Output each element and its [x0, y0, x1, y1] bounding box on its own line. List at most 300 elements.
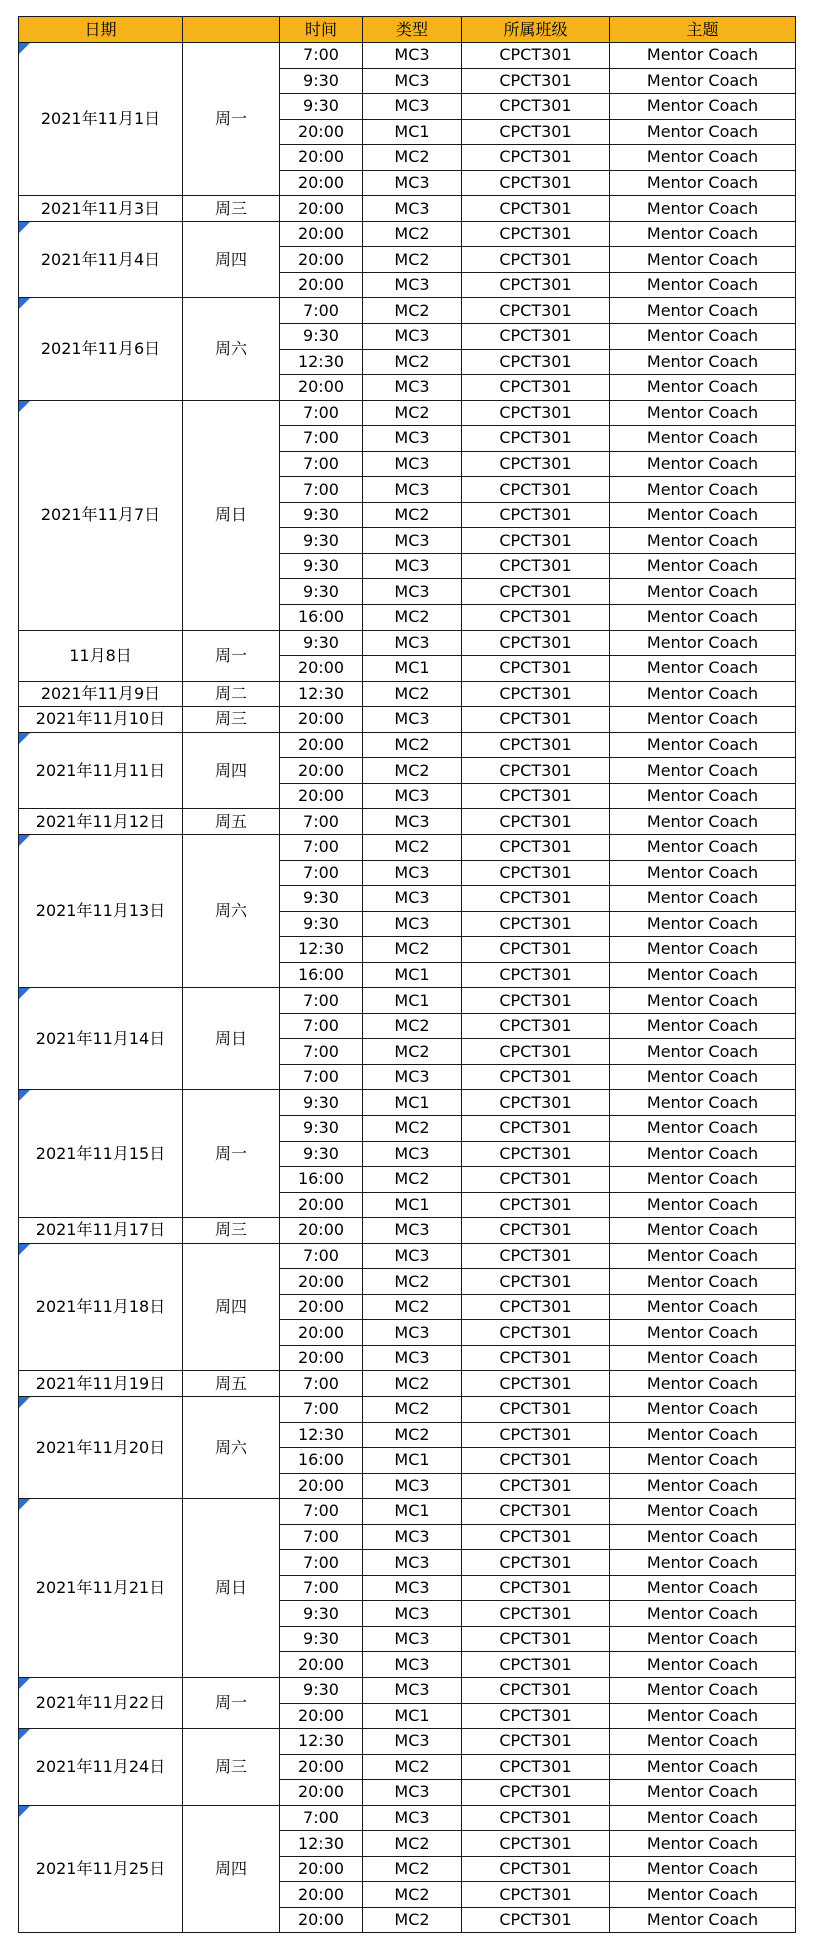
time-cell[interactable]: 20:00 — [280, 783, 363, 809]
type-cell[interactable]: MC2 — [363, 349, 462, 375]
topic-cell[interactable]: Mentor Coach — [610, 94, 796, 120]
time-cell[interactable]: 20:00 — [280, 1320, 363, 1346]
topic-cell[interactable]: Mentor Coach — [610, 1269, 796, 1295]
time-cell[interactable]: 20:00 — [280, 247, 363, 273]
time-cell[interactable]: 9:30 — [280, 553, 363, 579]
weekday-cell[interactable]: 周六 — [183, 1396, 280, 1498]
class-cell[interactable]: CPCT301 — [462, 94, 610, 120]
class-cell[interactable]: CPCT301 — [462, 809, 610, 835]
topic-cell[interactable]: Mentor Coach — [610, 1550, 796, 1576]
date-cell[interactable] — [19, 732, 183, 809]
type-cell[interactable]: MC2 — [363, 400, 462, 426]
type-cell[interactable]: MC2 — [363, 1294, 462, 1320]
class-cell[interactable]: CPCT301 — [462, 349, 610, 375]
class-cell[interactable]: CPCT301 — [462, 324, 610, 350]
topic-cell[interactable]: Mentor Coach — [610, 1090, 796, 1116]
class-cell[interactable]: CPCT301 — [462, 834, 610, 860]
topic-cell[interactable]: Mentor Coach — [610, 349, 796, 375]
topic-cell[interactable]: Mentor Coach — [610, 707, 796, 733]
time-cell[interactable]: 9:30 — [280, 94, 363, 120]
time-cell[interactable]: 7:00 — [280, 1039, 363, 1065]
time-cell[interactable]: 16:00 — [280, 962, 363, 988]
type-column-header[interactable]: 类型 — [363, 17, 462, 43]
date-cell[interactable] — [19, 43, 183, 196]
topic-cell[interactable]: Mentor Coach — [610, 834, 796, 860]
weekday-cell[interactable]: 周五 — [183, 1371, 280, 1397]
type-cell[interactable]: MC3 — [363, 1218, 462, 1244]
class-cell[interactable]: CPCT301 — [462, 1729, 610, 1755]
class-cell[interactable]: CPCT301 — [462, 1473, 610, 1499]
topic-cell[interactable]: Mentor Coach — [610, 553, 796, 579]
class-cell[interactable]: CPCT301 — [462, 1039, 610, 1065]
type-cell[interactable]: MC2 — [363, 1856, 462, 1882]
topic-cell[interactable]: Mentor Coach — [610, 1805, 796, 1831]
time-cell[interactable]: 20:00 — [280, 1218, 363, 1244]
weekday-cell[interactable]: 周三 — [183, 707, 280, 733]
topic-cell[interactable]: Mentor Coach — [610, 783, 796, 809]
time-cell[interactable]: 20:00 — [280, 656, 363, 682]
topic-cell[interactable]: Mentor Coach — [610, 1396, 796, 1422]
type-cell[interactable]: MC2 — [363, 758, 462, 784]
type-cell[interactable]: MC1 — [363, 119, 462, 145]
time-cell[interactable]: 7:00 — [280, 1396, 363, 1422]
topic-cell[interactable]: Mentor Coach — [610, 1703, 796, 1729]
class-cell[interactable]: CPCT301 — [462, 1524, 610, 1550]
type-cell[interactable]: MC3 — [363, 911, 462, 937]
type-cell[interactable]: MC3 — [363, 170, 462, 196]
type-cell[interactable]: MC3 — [363, 783, 462, 809]
topic-cell[interactable]: Mentor Coach — [610, 298, 796, 324]
class-cell[interactable]: CPCT301 — [462, 375, 610, 401]
weekday-cell[interactable]: 周五 — [183, 809, 280, 835]
class-cell[interactable]: CPCT301 — [462, 1652, 610, 1678]
topic-cell[interactable]: Mentor Coach — [610, 43, 796, 69]
type-cell[interactable]: MC3 — [363, 528, 462, 554]
type-cell[interactable]: MC3 — [363, 1064, 462, 1090]
time-cell[interactable]: 20:00 — [280, 145, 363, 171]
date-cell[interactable] — [19, 834, 183, 987]
date-cell[interactable] — [19, 988, 183, 1090]
date-cell[interactable] — [19, 1243, 183, 1371]
type-cell[interactable]: MC3 — [363, 1780, 462, 1806]
weekday-cell[interactable]: 周三 — [183, 1729, 280, 1806]
class-cell[interactable]: CPCT301 — [462, 145, 610, 171]
type-cell[interactable]: MC3 — [363, 1626, 462, 1652]
type-cell[interactable]: MC3 — [363, 1678, 462, 1704]
type-cell[interactable]: MC2 — [363, 298, 462, 324]
topic-cell[interactable]: Mentor Coach — [610, 1907, 796, 1933]
time-cell[interactable]: 7:00 — [280, 1064, 363, 1090]
time-cell[interactable]: 20:00 — [280, 1269, 363, 1295]
topic-cell[interactable]: Mentor Coach — [610, 630, 796, 656]
class-cell[interactable]: CPCT301 — [462, 298, 610, 324]
date-column-header[interactable]: 日期 — [19, 17, 183, 43]
topic-cell[interactable]: Mentor Coach — [610, 681, 796, 707]
type-cell[interactable]: MC1 — [363, 1448, 462, 1474]
type-cell[interactable]: MC2 — [363, 1754, 462, 1780]
weekday-cell[interactable]: 周一 — [183, 1678, 280, 1729]
class-cell[interactable]: CPCT301 — [462, 1754, 610, 1780]
class-cell[interactable]: CPCT301 — [462, 1090, 610, 1116]
type-cell[interactable]: MC3 — [363, 1345, 462, 1371]
topic-cell[interactable]: Mentor Coach — [610, 1013, 796, 1039]
class-cell[interactable]: CPCT301 — [462, 1167, 610, 1193]
time-cell[interactable]: 12:30 — [280, 349, 363, 375]
type-cell[interactable]: MC3 — [363, 1575, 462, 1601]
class-cell[interactable]: CPCT301 — [462, 1856, 610, 1882]
type-cell[interactable]: MC3 — [363, 43, 462, 69]
date-cell[interactable] — [19, 809, 183, 835]
class-cell[interactable]: CPCT301 — [462, 1907, 610, 1933]
topic-cell[interactable]: Mentor Coach — [610, 68, 796, 94]
topic-cell[interactable]: Mentor Coach — [610, 579, 796, 605]
class-cell[interactable]: CPCT301 — [462, 553, 610, 579]
time-cell[interactable]: 20:00 — [280, 1882, 363, 1908]
class-cell[interactable]: CPCT301 — [462, 1345, 610, 1371]
topic-cell[interactable]: Mentor Coach — [610, 911, 796, 937]
class-cell[interactable]: CPCT301 — [462, 1192, 610, 1218]
topic-cell[interactable]: Mentor Coach — [610, 1167, 796, 1193]
time-cell[interactable]: 9:30 — [280, 1626, 363, 1652]
topic-cell[interactable]: Mentor Coach — [610, 860, 796, 886]
type-cell[interactable]: MC1 — [363, 1090, 462, 1116]
time-cell[interactable]: 7:00 — [280, 988, 363, 1014]
type-cell[interactable]: MC3 — [363, 1550, 462, 1576]
topic-cell[interactable]: Mentor Coach — [610, 1115, 796, 1141]
class-cell[interactable]: CPCT301 — [462, 1141, 610, 1167]
topic-cell[interactable]: Mentor Coach — [610, 1320, 796, 1346]
class-cell[interactable]: CPCT301 — [462, 1499, 610, 1525]
type-cell[interactable]: MC3 — [363, 426, 462, 452]
type-cell[interactable]: MC2 — [363, 681, 462, 707]
time-cell[interactable]: 7:00 — [280, 1013, 363, 1039]
class-cell[interactable]: CPCT301 — [462, 630, 610, 656]
topic-cell[interactable]: Mentor Coach — [610, 502, 796, 528]
time-column-header[interactable]: 时间 — [280, 17, 363, 43]
topic-cell[interactable]: Mentor Coach — [610, 1601, 796, 1627]
topic-cell[interactable]: Mentor Coach — [610, 1652, 796, 1678]
time-cell[interactable]: 20:00 — [280, 1294, 363, 1320]
class-cell[interactable]: CPCT301 — [462, 221, 610, 247]
date-cell[interactable] — [19, 1218, 183, 1244]
type-cell[interactable]: MC2 — [363, 1882, 462, 1908]
type-cell[interactable]: MC2 — [363, 1371, 462, 1397]
time-cell[interactable]: 7:00 — [280, 477, 363, 503]
topic-cell[interactable]: Mentor Coach — [610, 962, 796, 988]
time-cell[interactable]: 12:30 — [280, 1422, 363, 1448]
type-cell[interactable]: MC3 — [363, 1141, 462, 1167]
type-cell[interactable]: MC2 — [363, 732, 462, 758]
topic-cell[interactable]: Mentor Coach — [610, 145, 796, 171]
class-cell[interactable]: CPCT301 — [462, 656, 610, 682]
type-cell[interactable]: MC1 — [363, 962, 462, 988]
type-cell[interactable]: MC2 — [363, 1396, 462, 1422]
time-cell[interactable]: 7:00 — [280, 400, 363, 426]
class-cell[interactable]: CPCT301 — [462, 247, 610, 273]
topic-cell[interactable]: Mentor Coach — [610, 1371, 796, 1397]
time-cell[interactable]: 9:30 — [280, 630, 363, 656]
class-cell[interactable]: CPCT301 — [462, 477, 610, 503]
type-cell[interactable]: MC2 — [363, 937, 462, 963]
type-cell[interactable]: MC2 — [363, 502, 462, 528]
class-cell[interactable]: CPCT301 — [462, 1575, 610, 1601]
type-cell[interactable]: MC1 — [363, 1499, 462, 1525]
topic-cell[interactable]: Mentor Coach — [610, 170, 796, 196]
weekday-cell[interactable]: 周六 — [183, 834, 280, 987]
time-cell[interactable]: 12:30 — [280, 937, 363, 963]
class-cell[interactable]: CPCT301 — [462, 988, 610, 1014]
topic-cell[interactable]: Mentor Coach — [610, 758, 796, 784]
class-cell[interactable]: CPCT301 — [462, 1601, 610, 1627]
class-cell[interactable]: CPCT301 — [462, 1396, 610, 1422]
type-cell[interactable]: MC1 — [363, 1703, 462, 1729]
type-cell[interactable]: MC2 — [363, 1907, 462, 1933]
weekday-cell[interactable]: 周四 — [183, 732, 280, 809]
date-cell[interactable] — [19, 1729, 183, 1806]
topic-cell[interactable]: Mentor Coach — [610, 1499, 796, 1525]
time-cell[interactable]: 7:00 — [280, 809, 363, 835]
time-cell[interactable]: 20:00 — [280, 732, 363, 758]
type-cell[interactable]: MC2 — [363, 834, 462, 860]
weekday-cell[interactable]: 周二 — [183, 681, 280, 707]
class-cell[interactable]: CPCT301 — [462, 119, 610, 145]
class-cell[interactable]: CPCT301 — [462, 937, 610, 963]
date-cell[interactable] — [19, 400, 183, 630]
class-cell[interactable]: CPCT301 — [462, 911, 610, 937]
class-cell[interactable]: CPCT301 — [462, 196, 610, 222]
class-cell[interactable]: CPCT301 — [462, 1243, 610, 1269]
topic-cell[interactable]: Mentor Coach — [610, 1064, 796, 1090]
topic-cell[interactable]: Mentor Coach — [610, 221, 796, 247]
class-cell[interactable]: CPCT301 — [462, 1805, 610, 1831]
topic-cell[interactable]: Mentor Coach — [610, 656, 796, 682]
class-cell[interactable]: CPCT301 — [462, 1371, 610, 1397]
class-cell[interactable]: CPCT301 — [462, 783, 610, 809]
topic-cell[interactable]: Mentor Coach — [610, 324, 796, 350]
time-cell[interactable]: 20:00 — [280, 119, 363, 145]
type-cell[interactable]: MC3 — [363, 1524, 462, 1550]
time-cell[interactable]: 7:00 — [280, 1550, 363, 1576]
time-cell[interactable]: 9:30 — [280, 911, 363, 937]
type-cell[interactable]: MC3 — [363, 553, 462, 579]
date-cell[interactable] — [19, 1396, 183, 1498]
class-cell[interactable]: CPCT301 — [462, 707, 610, 733]
topic-cell[interactable]: Mentor Coach — [610, 1882, 796, 1908]
type-cell[interactable]: MC2 — [363, 221, 462, 247]
time-cell[interactable]: 7:00 — [280, 1371, 363, 1397]
weekday-cell[interactable]: 周一 — [183, 43, 280, 196]
time-cell[interactable]: 20:00 — [280, 707, 363, 733]
time-cell[interactable]: 9:30 — [280, 579, 363, 605]
class-cell[interactable]: CPCT301 — [462, 170, 610, 196]
type-cell[interactable]: MC1 — [363, 988, 462, 1014]
class-cell[interactable]: CPCT301 — [462, 1626, 610, 1652]
type-cell[interactable]: MC3 — [363, 1652, 462, 1678]
topic-cell[interactable]: Mentor Coach — [610, 1754, 796, 1780]
class-cell[interactable]: CPCT301 — [462, 1550, 610, 1576]
class-cell[interactable]: CPCT301 — [462, 860, 610, 886]
type-cell[interactable]: MC3 — [363, 1473, 462, 1499]
topic-cell[interactable]: Mentor Coach — [610, 247, 796, 273]
type-cell[interactable]: MC3 — [363, 1601, 462, 1627]
time-cell[interactable]: 9:30 — [280, 886, 363, 912]
date-cell[interactable] — [19, 1678, 183, 1729]
type-cell[interactable]: MC3 — [363, 886, 462, 912]
topic-cell[interactable]: Mentor Coach — [610, 1192, 796, 1218]
time-cell[interactable]: 9:30 — [280, 68, 363, 94]
topic-cell[interactable]: Mentor Coach — [610, 451, 796, 477]
time-cell[interactable]: 9:30 — [280, 1141, 363, 1167]
type-cell[interactable]: MC2 — [363, 1167, 462, 1193]
time-cell[interactable]: 20:00 — [280, 221, 363, 247]
time-cell[interactable]: 7:00 — [280, 1524, 363, 1550]
weekday-cell[interactable]: 周四 — [183, 221, 280, 298]
class-cell[interactable]: CPCT301 — [462, 1678, 610, 1704]
time-cell[interactable]: 12:30 — [280, 1729, 363, 1755]
time-cell[interactable]: 9:30 — [280, 1115, 363, 1141]
time-cell[interactable]: 20:00 — [280, 170, 363, 196]
topic-cell[interactable]: Mentor Coach — [610, 196, 796, 222]
type-cell[interactable]: MC2 — [363, 247, 462, 273]
date-cell[interactable] — [19, 1371, 183, 1397]
weekday-cell[interactable]: 周日 — [183, 400, 280, 630]
time-cell[interactable]: 20:00 — [280, 758, 363, 784]
class-cell[interactable]: CPCT301 — [462, 681, 610, 707]
topic-cell[interactable]: Mentor Coach — [610, 1831, 796, 1857]
time-cell[interactable]: 20:00 — [280, 1754, 363, 1780]
date-cell[interactable] — [19, 196, 183, 222]
class-cell[interactable]: CPCT301 — [462, 1115, 610, 1141]
time-cell[interactable]: 12:30 — [280, 1831, 363, 1857]
time-cell[interactable]: 16:00 — [280, 605, 363, 631]
class-cell[interactable]: CPCT301 — [462, 528, 610, 554]
time-cell[interactable]: 9:30 — [280, 324, 363, 350]
class-cell[interactable]: CPCT301 — [462, 1882, 610, 1908]
time-cell[interactable]: 9:30 — [280, 1090, 363, 1116]
time-cell[interactable]: 9:30 — [280, 502, 363, 528]
topic-cell[interactable]: Mentor Coach — [610, 1422, 796, 1448]
time-cell[interactable]: 20:00 — [280, 1703, 363, 1729]
topic-cell[interactable]: Mentor Coach — [610, 1678, 796, 1704]
type-cell[interactable]: MC2 — [363, 1039, 462, 1065]
date-cell[interactable] — [19, 681, 183, 707]
class-cell[interactable]: CPCT301 — [462, 1780, 610, 1806]
topic-cell[interactable]: Mentor Coach — [610, 1626, 796, 1652]
class-cell[interactable]: CPCT301 — [462, 400, 610, 426]
time-cell[interactable]: 7:00 — [280, 1243, 363, 1269]
type-cell[interactable]: MC3 — [363, 1729, 462, 1755]
type-cell[interactable]: MC3 — [363, 579, 462, 605]
type-cell[interactable]: MC2 — [363, 1831, 462, 1857]
class-cell[interactable]: CPCT301 — [462, 1703, 610, 1729]
class-cell[interactable]: CPCT301 — [462, 43, 610, 69]
class-cell[interactable]: CPCT301 — [462, 1013, 610, 1039]
topic-cell[interactable]: Mentor Coach — [610, 1524, 796, 1550]
topic-cell[interactable]: Mentor Coach — [610, 1729, 796, 1755]
time-cell[interactable]: 7:00 — [280, 834, 363, 860]
time-cell[interactable]: 20:00 — [280, 272, 363, 298]
topic-cell[interactable]: Mentor Coach — [610, 1473, 796, 1499]
type-cell[interactable]: MC2 — [363, 1422, 462, 1448]
type-cell[interactable]: MC2 — [363, 1269, 462, 1295]
class-cell[interactable]: CPCT301 — [462, 426, 610, 452]
topic-cell[interactable]: Mentor Coach — [610, 937, 796, 963]
time-cell[interactable]: 9:30 — [280, 1601, 363, 1627]
weekday-cell[interactable]: 周一 — [183, 1090, 280, 1218]
date-cell[interactable] — [19, 298, 183, 400]
date-cell[interactable] — [19, 221, 183, 298]
weekday-cell[interactable]: 周日 — [183, 988, 280, 1090]
weekday-cell[interactable]: 周三 — [183, 1218, 280, 1244]
date-cell[interactable] — [19, 630, 183, 681]
weekday-cell[interactable]: 周三 — [183, 196, 280, 222]
class-cell[interactable]: CPCT301 — [462, 68, 610, 94]
type-cell[interactable]: MC1 — [363, 1192, 462, 1218]
type-cell[interactable]: MC3 — [363, 707, 462, 733]
class-cell[interactable]: CPCT301 — [462, 502, 610, 528]
class-cell[interactable]: CPCT301 — [462, 451, 610, 477]
time-cell[interactable]: 20:00 — [280, 375, 363, 401]
time-cell[interactable]: 20:00 — [280, 196, 363, 222]
weekday-cell[interactable]: 周日 — [183, 1499, 280, 1678]
type-cell[interactable]: MC3 — [363, 375, 462, 401]
type-cell[interactable]: MC3 — [363, 1320, 462, 1346]
topic-cell[interactable]: Mentor Coach — [610, 1243, 796, 1269]
class-cell[interactable]: CPCT301 — [462, 1831, 610, 1857]
class-cell[interactable]: CPCT301 — [462, 1218, 610, 1244]
time-cell[interactable]: 16:00 — [280, 1167, 363, 1193]
type-cell[interactable]: MC3 — [363, 196, 462, 222]
topic-cell[interactable]: Mentor Coach — [610, 1294, 796, 1320]
time-cell[interactable]: 7:00 — [280, 1805, 363, 1831]
class-cell[interactable]: CPCT301 — [462, 962, 610, 988]
type-cell[interactable]: MC1 — [363, 656, 462, 682]
type-cell[interactable]: MC3 — [363, 324, 462, 350]
topic-cell[interactable]: Mentor Coach — [610, 426, 796, 452]
time-cell[interactable]: 20:00 — [280, 1473, 363, 1499]
weekday-cell[interactable]: 周一 — [183, 630, 280, 681]
topic-cell[interactable]: Mentor Coach — [610, 988, 796, 1014]
class-cell[interactable]: CPCT301 — [462, 1320, 610, 1346]
topic-cell[interactable]: Mentor Coach — [610, 400, 796, 426]
weekday-cell[interactable]: 周六 — [183, 298, 280, 400]
class-cell[interactable]: CPCT301 — [462, 732, 610, 758]
type-cell[interactable]: MC2 — [363, 1115, 462, 1141]
time-cell[interactable]: 20:00 — [280, 1192, 363, 1218]
class-cell[interactable]: CPCT301 — [462, 1064, 610, 1090]
date-cell[interactable] — [19, 707, 183, 733]
topic-cell[interactable]: Mentor Coach — [610, 1448, 796, 1474]
time-cell[interactable]: 7:00 — [280, 298, 363, 324]
weekday-column-header[interactable] — [183, 17, 280, 43]
type-cell[interactable]: MC3 — [363, 809, 462, 835]
time-cell[interactable]: 7:00 — [280, 860, 363, 886]
type-cell[interactable]: MC2 — [363, 1013, 462, 1039]
topic-cell[interactable]: Mentor Coach — [610, 119, 796, 145]
topic-cell[interactable]: Mentor Coach — [610, 605, 796, 631]
type-cell[interactable]: MC3 — [363, 630, 462, 656]
date-cell[interactable] — [19, 1499, 183, 1678]
topic-cell[interactable]: Mentor Coach — [610, 732, 796, 758]
topic-cell[interactable]: Mentor Coach — [610, 1039, 796, 1065]
topic-cell[interactable]: Mentor Coach — [610, 1345, 796, 1371]
topic-cell[interactable]: Mentor Coach — [610, 1856, 796, 1882]
date-cell[interactable] — [19, 1090, 183, 1218]
weekday-cell[interactable]: 周四 — [183, 1243, 280, 1371]
class-cell[interactable]: CPCT301 — [462, 1294, 610, 1320]
class-column-header[interactable]: 所属班级 — [462, 17, 610, 43]
class-cell[interactable]: CPCT301 — [462, 579, 610, 605]
